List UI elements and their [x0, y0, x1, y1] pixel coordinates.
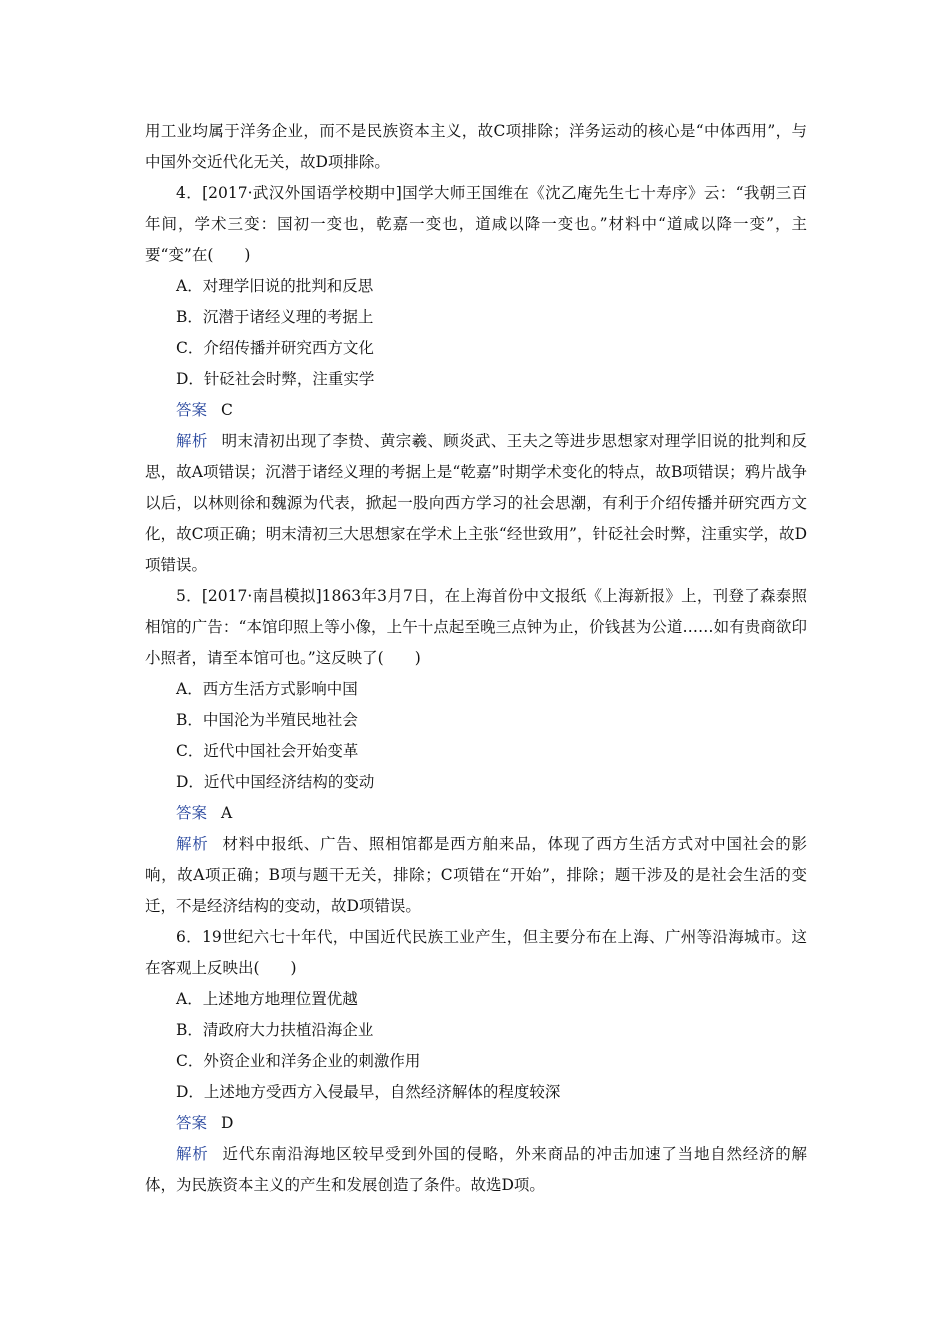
answer-value: C	[221, 401, 233, 419]
answer-value: D	[221, 1114, 234, 1132]
document-page	[145, 116, 807, 1201]
analysis-text: 材料中报纸、广告、照相馆都是西方舶来品，体现了西方生活方式对中国社会的影响，故A项正确；B项与题干无关，排除；C项错在“开始”，排除；题干涉及的是社会生活的变迁，不是经济结构的变动，故D项错误。	[145, 835, 807, 915]
option-b: B．中国沦为半殖民地社会	[176, 711, 358, 729]
option-b: B．清政府大力扶植沿海企业	[176, 1021, 374, 1039]
option-a: A．西方生活方式影响中国	[176, 680, 358, 698]
question-stem: 4．[2017·武汉外国语学校期中]国学大师王国维在《沈乙庵先生七十寿序》云：“我朝三百年间，学术三变：国初一变也，乾嘉一变也，道咸以降一变也。”材料中“道咸以降一变”，主要“变”在( )	[145, 184, 807, 264]
answer-label: 答案	[176, 401, 208, 419]
option-d: D．针砭社会时弊，注重实学	[176, 370, 375, 388]
option-c: C．近代中国社会开始变革	[176, 742, 359, 760]
option-a: A．上述地方地理位置优越	[176, 990, 358, 1008]
answer-line	[145, 1108, 807, 1139]
analysis-paragraph	[145, 829, 807, 922]
option-b: B．沉潜于诸经义理的考据上	[176, 308, 374, 326]
analysis-label: 解析	[176, 835, 209, 853]
analysis-paragraph	[145, 1139, 807, 1201]
analysis-text: 近代东南沿海地区较早受到外国的侵略，外来商品的冲击加速了当地自然经济的解体，为民族资本主义的产生和发展创造了条件。故选D项。	[145, 1145, 807, 1194]
answer-label: 答案	[176, 1114, 208, 1132]
option-c: C．外资企业和洋务企业的刺激作用	[176, 1052, 421, 1070]
analysis-paragraph	[145, 426, 807, 581]
option-d: D．上述地方受西方入侵最早，自然经济解体的程度较深	[176, 1083, 561, 1101]
answer-line	[145, 798, 807, 829]
answer-line	[145, 395, 807, 426]
option-d: D．近代中国经济结构的变动	[176, 773, 375, 791]
answer-label: 答案	[176, 804, 208, 822]
answer-value: A	[221, 804, 233, 822]
question-stem: 6．19世纪六七十年代，中国近代民族工业产生，但主要分布在上海、广州等沿海城市。这在客观上反映出( )	[145, 928, 807, 977]
analysis-text: 明末清初出现了李贽、黄宗羲、顾炎武、王夫之等进步思想家对理学旧说的批判和反思，故A项错误；沉潜于诸经义理的考据上是“乾嘉”时期学术变化的特点，故B项错误；鸦片战争以后，以林则徐和魏源为代表，掀起一股向西方学习的社会思潮，有利于介绍传播并研究西方文化，故C项正确；明末清初三大思想家在学术上主张“经世致用”，针砭社会时弊，注重实学，故D项错误。	[145, 432, 807, 574]
question-stem: 5．[2017·南昌模拟]1863年3月7日，在上海首份中文报纸《上海新报》上，刊登了森泰照相馆的广告：“本馆印照上等小像，上午十点起至晚三点钟为止，价钱甚为公道……如有贵商欲印小照者，请至本馆可也。”这反映了( )	[145, 587, 807, 667]
option-c: C．介绍传播并研究西方文化	[176, 339, 374, 357]
intro-paragraph: 用工业均属于洋务企业，而不是民族资本主义，故C项排除；洋务运动的核心是“中体西用”，与中国外交近代化无关，故D项排除。	[145, 122, 807, 171]
analysis-label: 解析	[176, 432, 208, 450]
option-a: A．对理学旧说的批判和反思	[176, 277, 374, 295]
analysis-label: 解析	[176, 1145, 209, 1163]
